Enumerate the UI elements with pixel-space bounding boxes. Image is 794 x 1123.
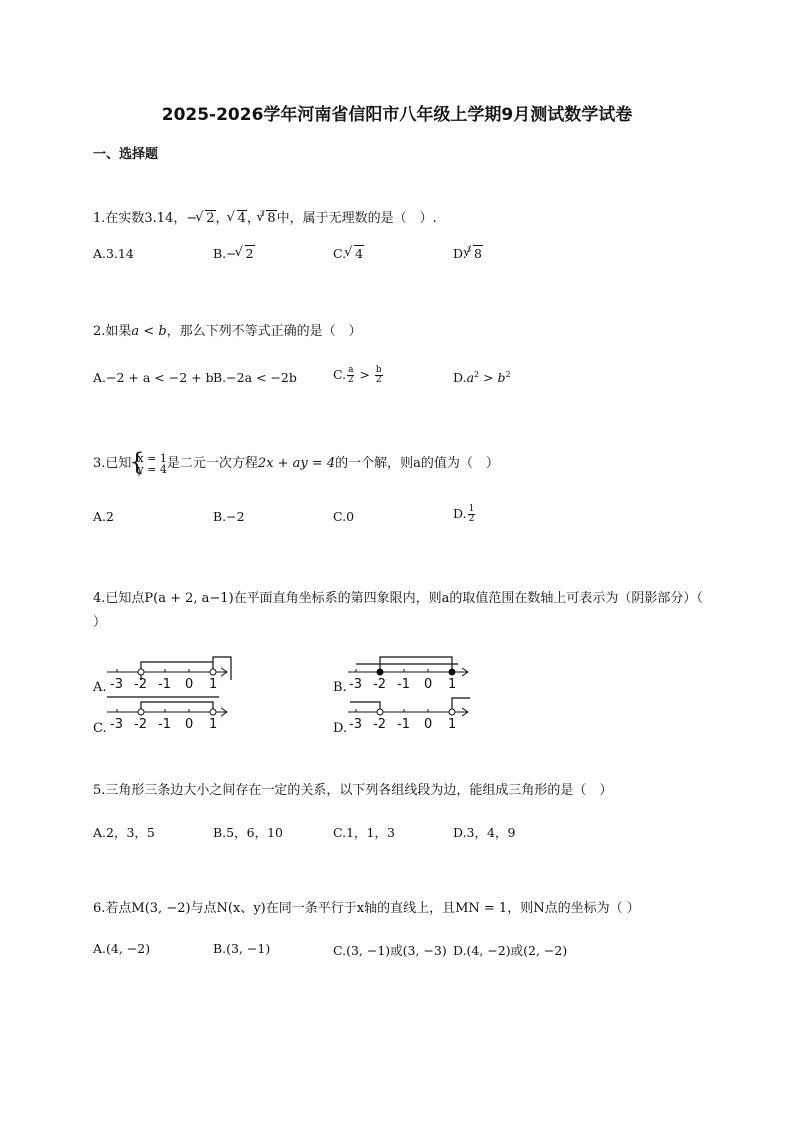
question-6: 6.若点M(3, −2)与点N(x、y)在同一条平行于x轴的直线上，且MN = 1，则N点的坐标为（ ） [93, 901, 640, 916]
q2-option-d[interactable]: $D.a^2 > b^2$ [453, 370, 511, 386]
tick-label: 1 [448, 677, 457, 692]
question-2 [93, 320, 362, 344]
q5-option-d[interactable]: D.3，4，9 [453, 825, 516, 840]
q2-option-c[interactable]: C. $\frac{a}{2}$ > $\frac{b}{2}$ [333, 365, 382, 385]
sqrt-2: √ 2 [197, 207, 215, 231]
q4-option-d-numberline[interactable] [346, 692, 486, 732]
q1-option-c[interactable]: C.√ 4 [333, 246, 364, 261]
question-4: 4.已知点P(a + 2, a−1)在平面直角坐标系的第四象限内，则a的取值范围在数轴上可表示为（阴影部分）（ ） [93, 591, 703, 630]
q1-option-d[interactable]: D.$^3$√ 8 [453, 246, 483, 261]
q1-option-a[interactable]: A.3.14 [93, 246, 134, 261]
q4-option-c-numberline[interactable] [105, 692, 245, 732]
q5-option-c[interactable]: C.1，1，3 [333, 825, 395, 840]
section-heading: 一、选择题 [93, 147, 159, 162]
q3-option-d[interactable]: D. $\frac{1}{2}$ [453, 504, 475, 524]
q4-option-b-numberline[interactable] [346, 652, 486, 692]
q2-option-a[interactable]: A.−2 + a < −2 + b [93, 370, 214, 385]
q6-option-a[interactable]: A.(4, −2) [93, 941, 151, 956]
q1-comma-2: ， [246, 211, 260, 226]
q4-option-a-numberline[interactable] [105, 652, 245, 692]
q6-option-c[interactable]: C.(3, −1)或(3, −3) [333, 943, 447, 958]
tick-label: 1 [209, 677, 218, 692]
cbrt-8: √ 8 [258, 207, 276, 231]
tick-label: -1 [158, 677, 171, 692]
q6-option-b[interactable]: B.(3, −1) [213, 941, 271, 956]
question-3 [93, 452, 499, 476]
q4-option-c-label[interactable]: C. [93, 721, 107, 736]
tick-label: 0 [424, 717, 433, 732]
cbrt-index: 3 [259, 210, 265, 218]
q2-option-b[interactable]: B.−2a < −2b [213, 370, 297, 385]
tick-label: -3 [110, 717, 123, 732]
q1-prefix: 1.在实数3.14， [93, 211, 187, 226]
q3-equation: 2x + ay = 4 [257, 456, 336, 471]
tick-label: -3 [349, 677, 362, 692]
tick-label: -1 [397, 717, 410, 732]
tick-label: -2 [373, 717, 386, 732]
q3-prefix: 3.已知 [93, 456, 132, 471]
tick-label: -1 [158, 717, 171, 732]
question-1 [93, 202, 437, 231]
question-5: 5.三角形三条边大小之间存在一定的关系，以下列各组线段为边，能组成三角形的是（ ） [93, 783, 613, 798]
q3-option-b[interactable]: B.−2 [213, 509, 245, 524]
tick-label: -3 [110, 677, 123, 692]
q3-mid: 是二元一次方程 [166, 456, 258, 471]
q2-suffix: ，那么下列不等式正确的是（ ） [166, 324, 362, 339]
q5-option-a[interactable]: A.2，3，5 [93, 825, 155, 840]
q6-option-d[interactable]: D.(4, −2)或(2, −2) [453, 943, 568, 958]
q3-suffix: 的一个解，则a的值为（ ） [335, 456, 499, 471]
q5-option-b[interactable]: B.5，6，10 [213, 825, 283, 840]
q4-option-d-label[interactable]: D. [333, 721, 348, 736]
tick-label: 0 [185, 717, 194, 732]
equation-system: { x = 1 y = 4 [131, 453, 166, 475]
q3-option-a[interactable]: A.2 [93, 509, 114, 524]
q2-prefix: 2.如果 [93, 324, 132, 339]
q4-option-a-label[interactable]: A. [93, 680, 107, 695]
tick-label: -3 [349, 717, 362, 732]
tick-label: 0 [185, 677, 194, 692]
tick-label: -2 [373, 677, 386, 692]
tick-label: -2 [134, 717, 147, 732]
tick-label: 0 [424, 677, 433, 692]
sqrt-4: √ 4 [229, 207, 247, 231]
page-title: 2025-2026学年河南省信阳市八年级上学期9月测试数学试卷 [161, 105, 633, 125]
q2-condition: a < b [131, 324, 167, 339]
q1-suffix: 中，属于无理数的是（ ）. [276, 211, 437, 226]
tick-label: -2 [134, 677, 147, 692]
q1-option-b[interactable]: B.−√ 2 [213, 246, 255, 261]
q1-comma: ， [215, 211, 229, 226]
tick-label: 1 [448, 717, 457, 732]
q3-option-c[interactable]: C.0 [333, 509, 355, 524]
q4-option-b-label[interactable]: B. [333, 680, 347, 695]
q1-neg: − [186, 211, 198, 226]
tick-label: 1 [209, 717, 218, 732]
tick-label: -1 [397, 677, 410, 692]
